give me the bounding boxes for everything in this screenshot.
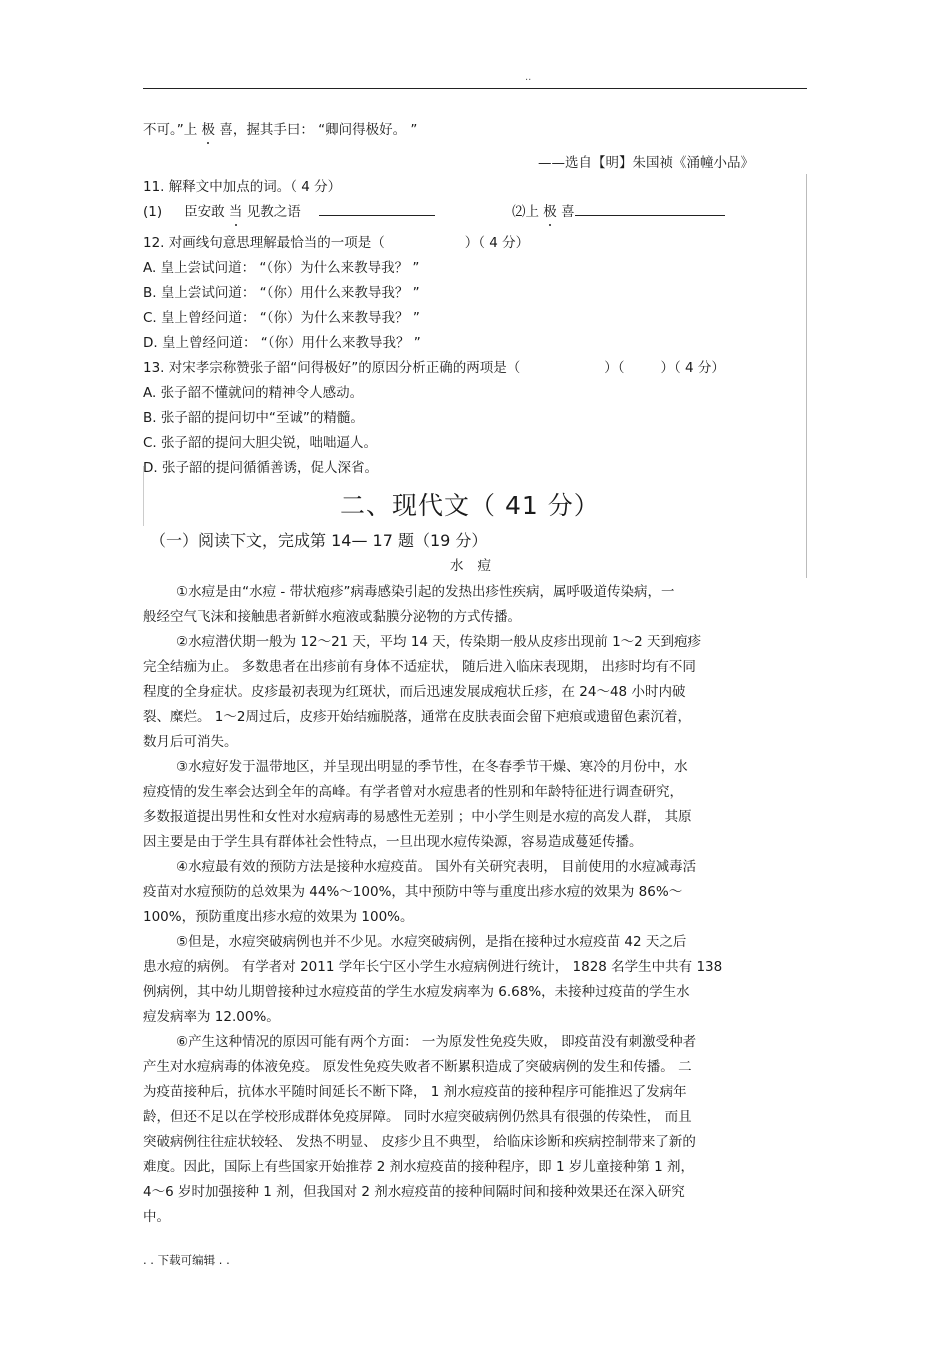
article-line: 因主要是由于学生具有群体社会性特点，一旦出现水痘传染源，容易造成蔓延传播。 xyxy=(143,834,643,850)
article-line: ③水痘好发于温带地区，并呈现出明显的季节性，在冬春季节干燥、寒冷的月份中，水 xyxy=(176,759,688,775)
header-rule xyxy=(143,88,807,89)
article-line: 裂、糜烂。 1～2周过后，皮疹开始结痂脱落，通常在皮肤表面会留下疤痕或遗留色素沉着， xyxy=(143,709,691,725)
margin-line xyxy=(806,174,807,578)
q11-stem: 11. 解释文中加点的词。（ 4 分） xyxy=(143,179,342,195)
q12-option-b: B. 皇上尝试问道： “（你）用什么来教导我？ ” xyxy=(143,285,420,301)
article-line: 4～6 岁时加强接种 1 剂，但我国对 2 剂水痘疫苗的接种间隔时间和接种效果还在深入研究 xyxy=(143,1184,685,1200)
article-line: ⑤但是，水痘突破病例也并不少见。水痘突破病例，是指在接种过水痘疫苗 42 天之后 xyxy=(176,934,687,950)
dotted-word: 极 xyxy=(543,204,557,220)
article-line: 突破病例往往症状较轻、 发热不明显、 皮疹少且不典型， 给临床诊断和疾病控制带来了新的 xyxy=(143,1134,696,1150)
classical-text-line: 不可。”上 极 喜，握其手曰： “卿问得极好。 ” xyxy=(143,122,418,138)
q12-stem: 12. 对画线句意思理解最恰当的一项是（ ）（ 4 分） xyxy=(143,235,530,251)
article-line: 多数报道提出男性和女性对水痘病毒的易感性无差别 ；中小学生则是水痘的高发人群， 其原 xyxy=(143,809,692,825)
answer-blank[interactable] xyxy=(319,201,435,216)
article-line: 难度。因此，国际上有些国家开始推荐 2 剂水痘疫苗的接种程序，即 1 岁儿童接种第 1 剂， xyxy=(143,1159,695,1175)
article-line: ②水痘潜伏期一般为 12～21 天，平均 14 天，传染期一般从皮疹出现前 1～2 天到疱疹 xyxy=(176,634,702,650)
article-line: ⑥产生这种情况的原因可能有两个方面： 一为原发性免疫失败， 即疫苗没有刺激受种者 xyxy=(176,1034,697,1050)
article-line: ①水痘是由“水痘 - 带状疱疹”病毒感染引起的发热出疹性疾病，属呼吸道传染病，一 xyxy=(176,584,675,600)
article-line: 般经空气飞沫和接触患者新鲜水疱液或黏膜分泌物的方式传播。 xyxy=(143,609,521,625)
article-line: 患水痘的病例。 有学者对 2011 学年长宁区小学生水痘病例进行统计， 1828 名学生中共有 138 xyxy=(143,959,723,975)
classical-source: ——选自【明】朱国祯《涌幢小品》 xyxy=(538,155,754,171)
dotted-word: 当 xyxy=(228,204,243,220)
article-line: 完全结痂为止。 多数患者在出疹前有身体不适症状， 随后进入临床表现期， 出疹时均有不同 xyxy=(143,659,696,675)
article-line: 产生对水痘病毒的体液免疫。 原发性免疫失败者不断累积造成了突破病例的发生和传播。 二 xyxy=(143,1059,692,1075)
article-line: 龄，但还不足以在学校形成群体免疫屏障。 同时水痘突破病例仍然具有很强的传染性， 而且 xyxy=(143,1109,692,1125)
section-title: 二、现代文（ 41 分） xyxy=(340,491,600,520)
q12-option-a: A. 皇上尝试问道： “（你）为什么来教导我？ ” xyxy=(143,260,420,276)
q13-option-a: A. 张子韶不懂就问的精神令人感动。 xyxy=(143,385,364,401)
dotted-word: 极 xyxy=(201,122,216,138)
q12-option-d: D. 皇上曾经问道： “（你）用什么来教导我？ ” xyxy=(143,335,421,351)
q12-option-c: C. 皇上曾经问道： “（你）为什么来教导我？ ” xyxy=(143,310,420,326)
q13-option-b: B. 张子韶的提问切中“至诚”的精髓。 xyxy=(143,410,364,426)
q13-option-d: D. 张子韶的提问循循善诱，促人深省。 xyxy=(143,460,378,476)
q13-option-c: C. 张子韶的提问大胆尖锐，咄咄逼人。 xyxy=(143,435,378,451)
article-line: 程度的全身症状。皮疹最初表现为红斑状，而后迅速发展成疱状丘疹，在 24～48 小时内破 xyxy=(143,684,686,700)
article-line: 为疫苗接种后，抗体水平随时间延长不断下降， 1 剂水痘疫苗的接种程序可能推迟了发病年 xyxy=(143,1084,687,1100)
article-line: 中。 xyxy=(143,1209,170,1225)
answer-blank[interactable] xyxy=(575,201,725,216)
article-line: 痘发病率为 12.00%。 xyxy=(143,1009,280,1025)
section-subtitle: （一）阅读下文，完成第 14— 17 题（19 分） xyxy=(150,531,488,550)
article-line: 痘疫情的发生率会达到全年的高峰。有学者曾对水痘患者的性别和年龄特征进行调查研究， xyxy=(143,784,683,800)
article-title: 水痘 xyxy=(450,558,505,574)
article-line: 例病例，其中幼儿期曾接种过水痘疫苗的学生水痘发病率为 6.68%，未接种过疫苗的学生水 xyxy=(143,984,690,1000)
article-line: 数月后可消失。 xyxy=(143,734,238,750)
footer-note: . . 下载可编辑 . . xyxy=(143,1253,230,1267)
q11-item-2: ⑵上 极 喜 xyxy=(512,200,725,220)
q11-item-1: (1) 臣安敢 当 见教之语 xyxy=(143,200,435,220)
q13-stem: 13. 对宋孝宗称赞张子韶“问得极好”的原因分析正确的两项是（ ）（ ）（ 4 分） xyxy=(143,360,725,376)
article-line: 疫苗对水痘预防的总效果为 44%～100%，其中预防中等与重度出疹水痘的效果为 86%～ xyxy=(143,884,683,900)
article-line: ④水痘最有效的预防方法是接种水痘疫苗。 国外有关研究表明， 目前使用的水痘减毒活 xyxy=(176,859,697,875)
header-dots: .. xyxy=(525,72,532,83)
article-line: 100%，预防重度出疹水痘的效果为 100%。 xyxy=(143,909,414,925)
